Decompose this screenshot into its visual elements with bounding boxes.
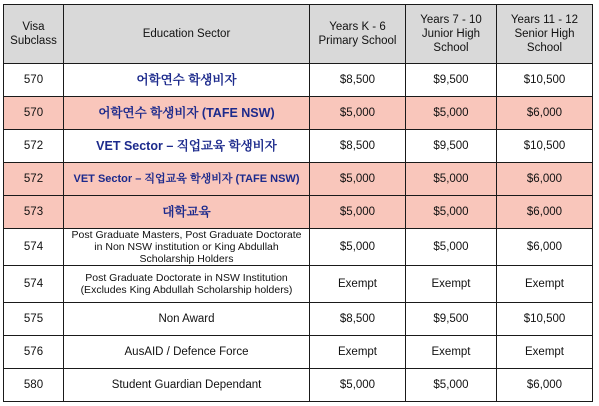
fee-table-container xyxy=(3,4,593,402)
header-row xyxy=(4,5,593,64)
header-primary-school: Years K - 6 Primary School xyxy=(310,5,406,64)
senior-fee-cell: $6,000 xyxy=(497,369,593,402)
senior-fee-cell: $10,500 xyxy=(497,303,593,336)
fee-table xyxy=(3,4,593,402)
primary-fee-cell: $5,000 xyxy=(310,196,406,229)
junior-fee-cell: Exempt xyxy=(406,266,497,303)
education-sector-cell: VET Sector – 직업교육 학생비자 (TAFE NSW) xyxy=(64,163,310,196)
visa-subclass-cell: 572 xyxy=(4,163,64,196)
junior-fee-cell: $5,000 xyxy=(406,163,497,196)
primary-fee-cell: $5,000 xyxy=(310,369,406,402)
visa-subclass-cell: 580 xyxy=(4,369,64,402)
visa-subclass-cell: 576 xyxy=(4,336,64,369)
primary-fee-cell: $8,500 xyxy=(310,130,406,163)
primary-fee-cell: $8,500 xyxy=(310,64,406,97)
junior-fee-cell: $9,500 xyxy=(406,64,497,97)
junior-fee-cell: $9,500 xyxy=(406,130,497,163)
visa-subclass-cell: 572 xyxy=(4,130,64,163)
education-sector-cell: Student Guardian Dependant xyxy=(64,369,310,402)
visa-subclass-cell: 574 xyxy=(4,266,64,303)
junior-fee-cell: $5,000 xyxy=(406,369,497,402)
senior-fee-cell: $6,000 xyxy=(497,163,593,196)
senior-fee-cell: $6,000 xyxy=(497,97,593,130)
primary-fee-cell: $5,000 xyxy=(310,229,406,266)
visa-subclass-cell: 570 xyxy=(4,64,64,97)
senior-fee-cell: $6,000 xyxy=(497,229,593,266)
header-junior-high: Years 7 - 10 Junior High School xyxy=(406,5,497,64)
education-sector-cell: 어학연수 학생비자 xyxy=(64,64,310,97)
primary-fee-cell: Exempt xyxy=(310,266,406,303)
junior-fee-cell: Exempt xyxy=(406,336,497,369)
visa-subclass-cell: 570 xyxy=(4,97,64,130)
senior-fee-cell: $6,000 xyxy=(497,196,593,229)
visa-subclass-cell: 573 xyxy=(4,196,64,229)
table-row xyxy=(4,336,593,369)
header-visa-subclass: Visa Subclass xyxy=(4,5,64,64)
junior-fee-cell: $5,000 xyxy=(406,97,497,130)
senior-fee-cell: Exempt xyxy=(497,266,593,303)
education-sector-cell: Non Award xyxy=(64,303,310,336)
education-sector-cell: 어학연수 학생비자 (TAFE NSW) xyxy=(64,97,310,130)
primary-fee-cell: $8,500 xyxy=(310,303,406,336)
junior-fee-cell: $9,500 xyxy=(406,303,497,336)
table-row xyxy=(4,130,593,163)
education-sector-cell: Post Graduate Masters, Post Graduate Doctorate in Non NSW institution or King Abdullah Scholarship Holders xyxy=(64,229,310,266)
header-education-sector: Education Sector xyxy=(64,5,310,64)
table-row xyxy=(4,266,593,303)
education-sector-cell: 대학교육 xyxy=(64,196,310,229)
table-row xyxy=(4,196,593,229)
senior-fee-cell: Exempt xyxy=(497,336,593,369)
primary-fee-cell: $5,000 xyxy=(310,163,406,196)
table-row xyxy=(4,97,593,130)
table-row xyxy=(4,64,593,97)
header-senior-high: Years 11 - 12 Senior High School xyxy=(497,5,593,64)
education-sector-cell: AusAID / Defence Force xyxy=(64,336,310,369)
visa-subclass-cell: 575 xyxy=(4,303,64,336)
senior-fee-cell: $10,500 xyxy=(497,64,593,97)
education-sector-cell: Post Graduate Doctorate in NSW Institution (Excludes King Abdullah Scholarship holders) xyxy=(64,266,310,303)
junior-fee-cell: $5,000 xyxy=(406,196,497,229)
table-row xyxy=(4,303,593,336)
visa-subclass-cell: 574 xyxy=(4,229,64,266)
education-sector-cell: VET Sector – 직업교육 학생비자 xyxy=(64,130,310,163)
senior-fee-cell: $10,500 xyxy=(497,130,593,163)
primary-fee-cell: Exempt xyxy=(310,336,406,369)
table-row xyxy=(4,229,593,266)
junior-fee-cell: $5,000 xyxy=(406,229,497,266)
primary-fee-cell: $5,000 xyxy=(310,97,406,130)
table-row xyxy=(4,369,593,402)
table-row xyxy=(4,163,593,196)
